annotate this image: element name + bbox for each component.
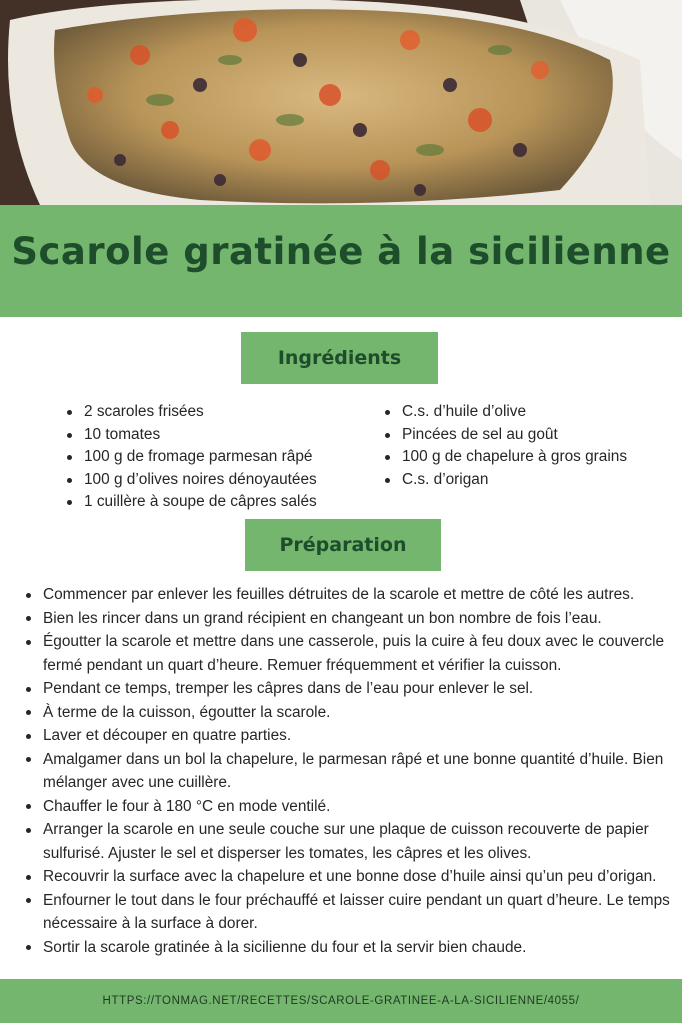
preparation-steps [43,583,675,959]
step-item: Chauffer le four à 180 °C en mode ventilé. [43,795,675,819]
step-item: Pendant ce temps, tremper les câpres dans de l’eau pour enlever le sel. [43,677,675,701]
gratin-dish-illustration [0,0,682,205]
ingredient-item: Pincées de sel au goût [402,424,627,447]
step-item: Sortir la scarole gratinée à la sicilienne du four et la servir bien chaude. [43,936,675,960]
ingredient-item: C.s. d’huile d’olive [402,401,627,424]
step-item: Enfourner le tout dans le four préchauffé et laisser cuire pendant un quart d’heure. Le temps nécessaire à la surface à dorer. [43,889,675,936]
ingredients-list-left [84,401,317,514]
ingredients-list-right [402,401,627,491]
footer-band [0,979,682,1023]
step-item: Laver et découper en quatre parties. [43,724,675,748]
ingredient-item: 100 g de fromage parmesan râpé [84,446,317,469]
preparation-heading: Préparation [245,519,441,571]
ingredient-item: 100 g de chapelure à gros grains [402,446,627,469]
step-item: À terme de la cuisson, égoutter la scarole. [43,701,675,725]
step-item: Bien les rincer dans un grand récipient en changeant un bon nombre de fois l’eau. [43,607,675,631]
step-item: Égoutter la scarole et mettre dans une casserole, puis la cuire à feu doux avec le couvercle fermé pendant un quart d’heure. Remuer fréquemment et vérifier la cuisson. [43,630,675,677]
ingredients-heading: Ingrédients [241,332,438,384]
step-item: Arranger la scarole en une seule couche sur une plaque de cuisson recouverte de papier sulfurisé. Ajuster le sel et disperser les tomates, les câpres et les olives. [43,818,675,865]
step-item: Amalgamer dans un bol la chapelure, le parmesan râpé et une bonne quantité d’huile. Bien mélanger avec une cuillère. [43,748,675,795]
hero-photo [0,0,682,205]
step-item: Commencer par enlever les feuilles détruites de la scarole et mettre de côté les autres. [43,583,675,607]
recipe-title: Scarole gratinée à la sicilienne [11,230,671,273]
ingredient-item: 2 scaroles frisées [84,401,317,424]
source-url[interactable]: HTTPS://TONMAG.NET/RECETTES/SCAROLE-GRATINEE-A-LA-SICILIENNE/4055/ [102,995,580,1007]
ingredient-item: 1 cuillère à soupe de câpres salés [84,491,317,514]
step-item: Recouvrir la surface avec la chapelure et une bonne dose d’huile ainsi qu’un peu d’origan. [43,865,675,889]
ingredient-item: 10 tomates [84,424,317,447]
ingredient-item: C.s. d’origan [402,469,627,492]
ingredient-item: 100 g d’olives noires dénoyautées [84,469,317,492]
